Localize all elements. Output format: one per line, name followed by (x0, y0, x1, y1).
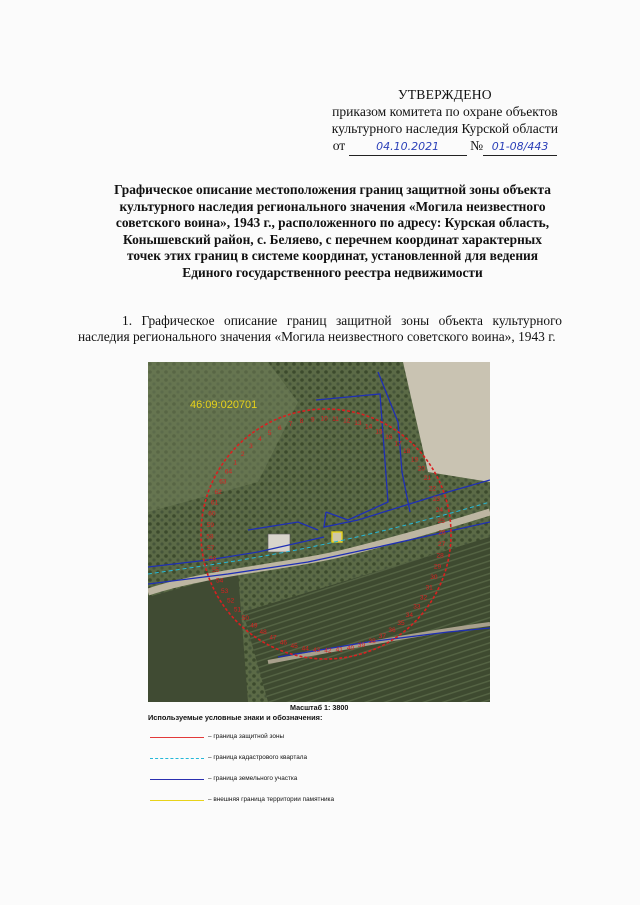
zone-point-label: 51 (233, 606, 242, 614)
approval-title: УТВЕРЖДЕНО (397, 87, 492, 102)
legend-line-symbol (150, 754, 204, 762)
zone-point-label: 45 (290, 643, 298, 651)
legend-label: – граница земельного участка (208, 775, 298, 782)
zone-point-label: 25 (437, 518, 445, 526)
zone-point-label: 8 (299, 418, 304, 426)
zone-point-label: 55 (211, 566, 220, 574)
zone-point-label: 14 (365, 423, 373, 431)
zone-point-label: 30 (430, 574, 438, 582)
zone-point-label: 27 (437, 540, 446, 548)
approval-date-line (332, 137, 558, 156)
zone-point-label: 21 (423, 475, 432, 483)
zone-point-label: 57 (207, 544, 215, 552)
zone-point-label: 41 (335, 646, 343, 654)
zone-point-label: 52 (227, 597, 235, 605)
zone-point-label: 40 (346, 644, 355, 652)
zone-point-label: 46 (279, 639, 287, 647)
zone-point-label: 36 (388, 626, 396, 634)
zone-point-label: 18 (403, 448, 411, 456)
map-svg (148, 362, 490, 702)
legend (150, 726, 410, 810)
zone-point-label: 29 (433, 563, 442, 571)
approval-block (332, 86, 558, 156)
zone-point-label: 34 (405, 612, 413, 620)
approval-line-2: культурного наследия Курской области (331, 121, 558, 136)
zone-point-label: 56 (208, 555, 217, 563)
legend-item (150, 789, 410, 810)
zone-point-label: 7 (288, 421, 293, 429)
zone-point-label: 22 (428, 485, 437, 493)
legend-title: Используемые условные знаки и обозначения: (148, 713, 323, 722)
zone-point-label: 37 (378, 632, 386, 640)
zone-point-label: 39 (357, 641, 366, 649)
zone-point-label: 1 (233, 459, 237, 467)
zone-point-label: 4 (258, 436, 262, 444)
zone-point-label: 3 (249, 443, 253, 451)
zone-point-label: 47 (269, 634, 277, 642)
legend-item (150, 726, 410, 747)
zone-point-label: 26 (438, 529, 446, 537)
zone-point-label: 19 (410, 456, 419, 464)
zone-point-label: 38 (368, 637, 376, 645)
zone-point-label: 24 (435, 507, 444, 515)
number-prefix: № (470, 138, 484, 153)
legend-line-symbol (150, 775, 204, 783)
zone-point-label: 33 (413, 603, 421, 611)
zone-point-label: 49 (250, 622, 258, 630)
handwritten-date: 04.10.2021 (349, 138, 467, 156)
legend-line-symbol (150, 733, 204, 741)
zone-point-label: 23 (432, 496, 441, 504)
zone-point-label: 61 (210, 499, 219, 507)
zone-point-label: 58 (206, 533, 214, 541)
legend-label: – внешняя граница территории памятника (208, 796, 335, 803)
zone-point-label: 17 (394, 440, 402, 448)
zone-point-label: 59 (206, 522, 215, 530)
zone-point-label: 11 (332, 415, 339, 423)
zone-point-label: 48 (259, 628, 267, 636)
zone-point-label: 2 (240, 450, 245, 458)
zone-point-label: 44 (301, 645, 309, 653)
satellite-map (148, 362, 490, 702)
legend-label: – граница защитной зоны (208, 733, 285, 740)
zone-point-label: 62 (214, 488, 222, 496)
zone-point-label: 9 (310, 416, 315, 424)
zone-point-label: 64 (224, 468, 233, 476)
zone-point-label: 32 (419, 594, 428, 602)
zone-point-label: 15 (375, 428, 383, 436)
zone-point-label: 43 (312, 647, 321, 655)
zone-point-label: 60 (208, 510, 216, 518)
map-scale: Масштаб 1: 3800 (290, 703, 349, 712)
monument (332, 532, 342, 542)
handwritten-number: 01-08/443 (483, 138, 557, 156)
zone-point-label: 53 (220, 587, 229, 595)
cadastral-number-label: 46:09:020701 (190, 399, 258, 411)
zone-point-label: 28 (436, 552, 444, 560)
zone-point-label: 5 (267, 430, 272, 438)
zone-point-label: 10 (320, 415, 328, 423)
zone-point-label: 63 (219, 478, 227, 486)
zone-point-label: 12 (343, 417, 351, 425)
zone-point-label: 20 (417, 465, 425, 473)
zone-point-label: 50 (241, 614, 249, 622)
zone-point-label: 6 (278, 425, 282, 433)
zone-point-label: 16 (385, 434, 393, 442)
legend-item (150, 768, 410, 789)
zone-point-label: 35 (397, 619, 405, 627)
legend-line-symbol (150, 796, 204, 804)
legend-label: – граница кадастрового квартала (208, 754, 308, 761)
zone-point-label: 54 (215, 577, 224, 585)
zone-point-label: 42 (324, 647, 332, 655)
legend-item (150, 747, 410, 768)
zone-point-label: 13 (354, 419, 362, 427)
document-heading: Графическое описание местоположения границ защитной зоны объекта культурного наследия регионального значения «Могила неизвестного советского воина», 1943 г., расположенного по адресу: Курская область, Конышевский район, с. Беляево, с перечнем координат характерных точек этих границ в системе координат, установленной для ведения Единого государственного реестра недвижимости (114, 182, 551, 280)
section-paragraph: 1. Графическое описание границ защитной зоны объекта культурного наследия регионального значения «Могила неизвестного советского воина», 1943 г. (78, 313, 562, 345)
date-prefix: от (332, 138, 346, 153)
approval-line-1: приказом комитета по охране объектов (332, 104, 558, 119)
zone-point-label: 31 (425, 584, 433, 592)
